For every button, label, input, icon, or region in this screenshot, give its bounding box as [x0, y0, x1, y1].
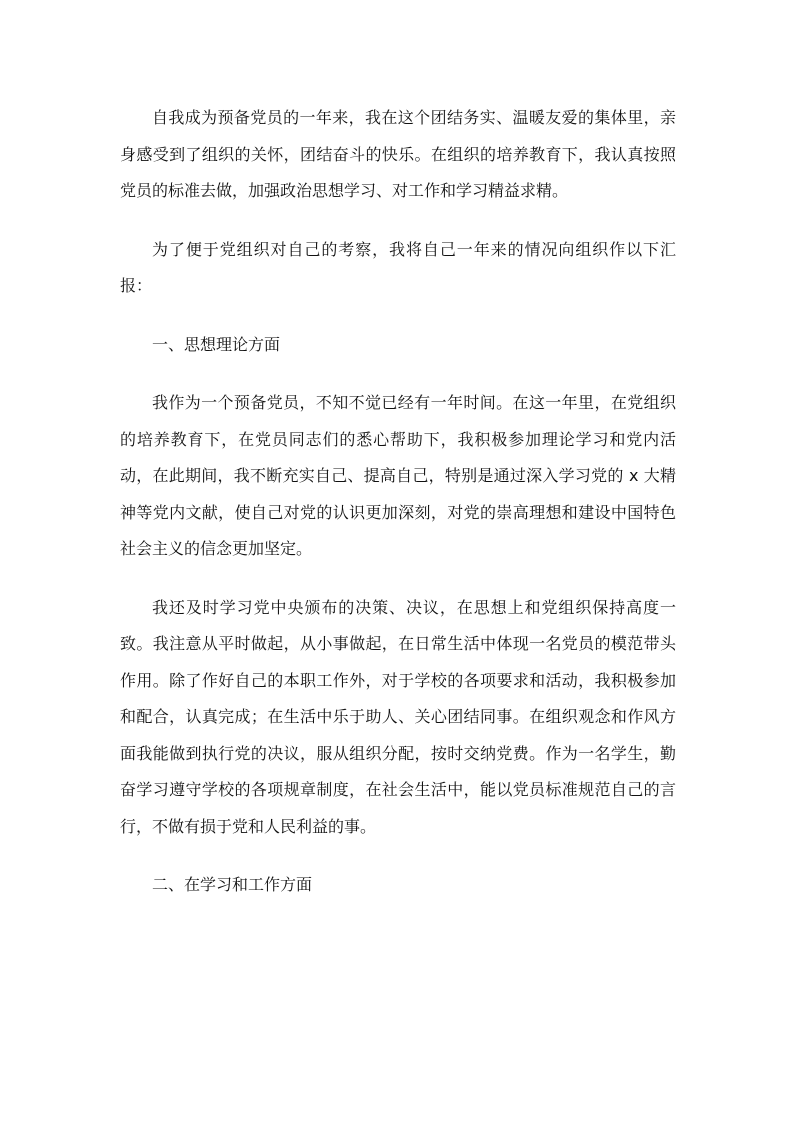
section-heading-study-work: 二、在学习和工作方面	[152, 875, 313, 894]
ideology-paragraph-2: 我还及时学习党中央颁布的决策、决议，在思想上和党组织保持高度一致。我注意从平时做起，从小事做起，在日常生活中体现一名党员的模范带头作用。除了作好自己的本职工作外，对于学校的各项要求和活动，我积极参加和配合，认真完成；在生活中乐于助人、关心团结同事。在组织观念和作风方面我能做到执行党的决议，服从组织分配，按时交纳党费。作为一名学生，勤奋学习遵守学校的各项规章制度，在社会生活中，能以党员标准规范自己的言行，不做有损于党和人民利益的事。	[120, 597, 676, 836]
intro-paragraph: 自我成为预备党员的一年来，我在这个团结务实、温暖友爱的集体里，亲身感受到了组织的关怀，团结奋斗的快乐。在组织的培养教育下，我认真按照党员的标准去做，加强政治思想学习、对工作和学习精益求精。	[120, 108, 676, 200]
document-body	[120, 100, 676, 926]
section-heading-ideology: 一、思想理论方面	[152, 334, 281, 354]
report-intro-paragraph: 为了便于党组织对自己的考察，我将自己一年来的情况向组织作以下汇报：	[120, 239, 676, 295]
ideology-paragraph-1: 我作为一个预备党员，不知不觉已经有一年时间。在这一年里，在党组织的培养教育下，在党员同志们的悉心帮助下，我积极参加理论学习和党内活动，在此期间，我不断充实自己、提高自己，特别是通过深入学习党的 x 大精神等党内文献，使自己对党的认识更加深刻，对党的崇高理想和建设中国特色社会主义的信念更加坚定。	[120, 393, 676, 558]
